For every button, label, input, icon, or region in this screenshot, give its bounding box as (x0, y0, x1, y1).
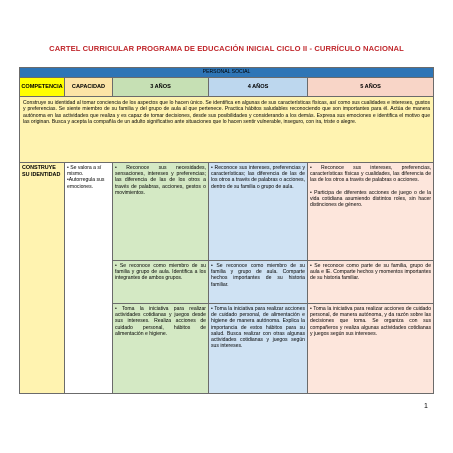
header-age-3: 3 AÑOS (113, 78, 209, 97)
area-header: PERSONAL SOCIAL (20, 68, 434, 78)
desempeno-4-row3: • Toma la iniciativa para realizar acciones de cuidado personal, de alimentación e higiene de manera autónoma. Explica la importancia de estos hábitos para su salud. Busca realizar con otras algunas actividades cotidianas y juegos según sus intereses. (209, 304, 308, 394)
desempeno-5-row2: • Se reconoce como parte de su familia, grupo de aula e IE. Comparte hechos y momentos importantes de su historia familiar. (308, 261, 434, 304)
desempeno-4-row2: • Se reconoce como miembro de su familia y grupo de aula. Comparte hechos importantes de su historia familiar. (209, 261, 308, 304)
page-number: 1 (424, 403, 428, 410)
desempeno-5-row1-b: • Participa de diferentes acciones de juego o de la vida cotidiana asumiendo distintos roles, sin hacer distinciones de género. (310, 189, 432, 209)
competencia-name: CONSTRUYE SU IDENTIDAD (20, 163, 65, 394)
header-age-4: 4 AÑOS (209, 78, 308, 97)
document-title: CARTEL CURRICULAR PROGRAMA DE EDUCACIÓN INICIAL CICLO II - CURRÍCULO NACIONAL (49, 44, 404, 53)
competency-description: Construye su identidad al tomar conciencia de los aspectos que lo hacen único. Se identifica en algunas de sus características físicas, así como sus cualidades e intereses, gustos y preferencias. Se siente miembro de su familia y del grupo de aula al que pertenece. Practica hábitos saludables reconociendo que son importantes para él. Actúa de manera autónoma en las actividades que realiza y es capaz de tomar decisiones, desde sus posibilidades y considerando a los demás. Expresa sus emociones e identifica el motivo que las originan. Busca y acepta la compañía de un adulto significativo ante situaciones que lo hacen sentir vulnerable, inseguro, con ira, triste o alegre. (20, 97, 434, 163)
desempeno-3-row1: • Reconoce sus necesidades, sensaciones, intereses y preferencias; las diferencia de las de los otros a través de palabras, acciones, gestos o movimientos. (113, 163, 209, 261)
header-competencia: COMPETENCIA (20, 78, 65, 97)
desempeno-4-row1: • Reconoce sus intereses, preferencias y características; las diferencia de las de los otros a través de palabras o acciones, dentro de su familia o grupo de aula. (209, 163, 308, 261)
header-age-5: 5 AÑOS (308, 78, 434, 97)
desempeno-5-row1 (308, 163, 434, 261)
desempeno-5-row1-a: • Reconoce sus intereses, preferencias, características físicas y cualidades, las diferencia de las de los otros a través de palabras o acciones. (310, 165, 432, 184)
header-capacidad: CAPACIDAD (65, 78, 113, 97)
curriculum-table (19, 67, 434, 394)
desempeno-5-row3: • Toma la iniciativa para realizar acciones de cuidado personal, de manera autónoma, y da razón sobre las decisiones que toma. Se organiza con sus compañeros y realiza algunas actividades cotidianas y juegos según sus intereses. (308, 304, 434, 394)
desempeno-3-row3: • Toma la iniciativa para realizar actividades cotidianas y juegos desde sus intereses. Realiza acciones de cuidado personal, hábitos de alimentación e higiene. (113, 304, 209, 394)
desempeno-3-row2: • Se reconoce como miembro de su familia y grupo de aula. Identifica a los integrantes de ambos grupos. (113, 261, 209, 304)
capacidades-list: • Se valora a sí mismo. •Autorregula sus emociones. (65, 163, 113, 394)
